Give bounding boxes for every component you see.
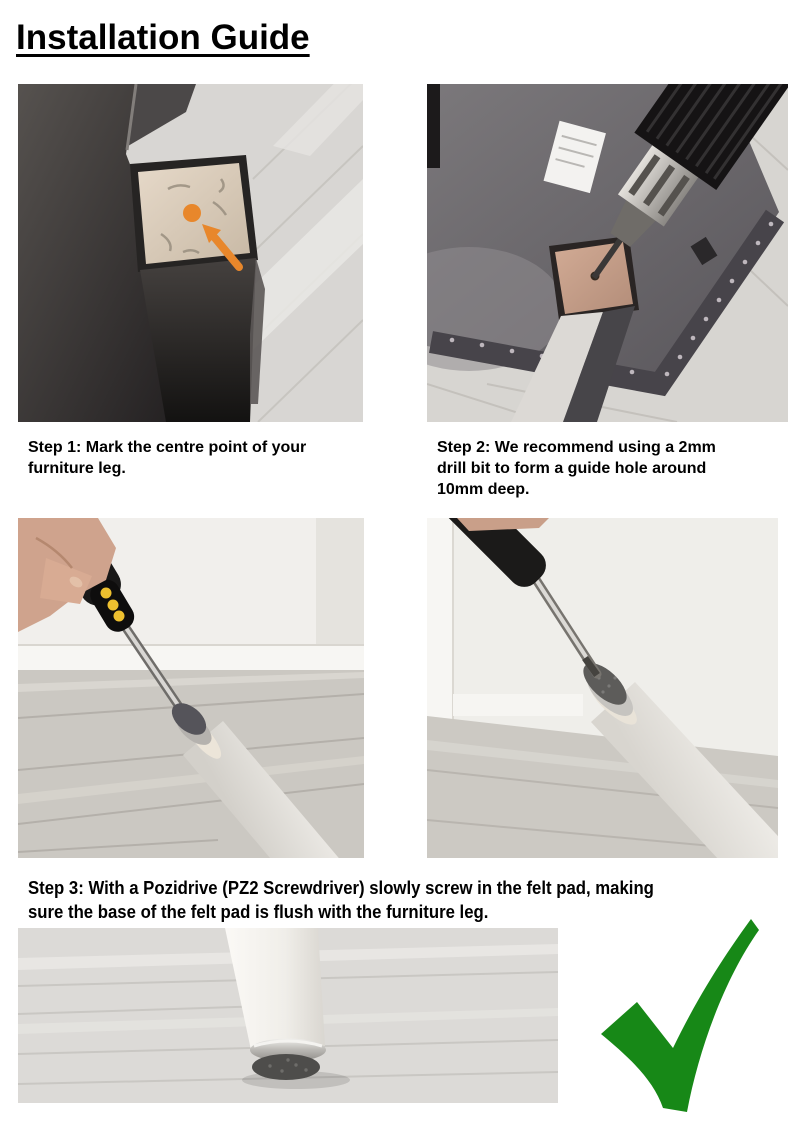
step2-photo [427, 84, 788, 422]
step2-caption-line3: 10mm deep. [437, 481, 530, 498]
tick-shape [601, 919, 759, 1112]
felt-pad [252, 1054, 320, 1080]
green-tick [592, 916, 764, 1116]
skirting-board [18, 644, 364, 672]
step2-caption-line1: Step 2: We recommend using a 2mm [437, 439, 716, 456]
step1-photo [18, 84, 363, 422]
step1-photo-illustration [18, 84, 363, 422]
step2-caption-line2: drill bit to form a guide hole around [437, 460, 707, 477]
step1-caption-line1: Step 1: Mark the centre point of your [28, 439, 307, 456]
result-photo [18, 928, 558, 1103]
checkmark-icon [592, 916, 764, 1116]
step3-photo-right [427, 518, 778, 858]
step2-photo-illustration [427, 84, 788, 422]
step1-caption-line2: furniture leg. [28, 460, 126, 477]
centre-mark-dot [183, 204, 201, 222]
step3a-photo-illustration [18, 518, 364, 858]
skirting-board [453, 694, 583, 716]
step2-caption [437, 437, 787, 500]
step1-caption [28, 437, 378, 479]
furniture-frame-bar [427, 84, 440, 168]
step3-photo-left [18, 518, 364, 858]
step3-caption-line2: sure the base of the felt pad is flush with the furniture leg. [28, 902, 489, 922]
result-photo-illustration [18, 928, 558, 1103]
page-title: Installation Guide [16, 18, 310, 57]
step3-caption-line1: Step 3: With a Pozidrive (PZ2 Screwdriver) slowly screw in the felt pad, making [28, 878, 654, 898]
step3b-photo-illustration [427, 518, 778, 858]
